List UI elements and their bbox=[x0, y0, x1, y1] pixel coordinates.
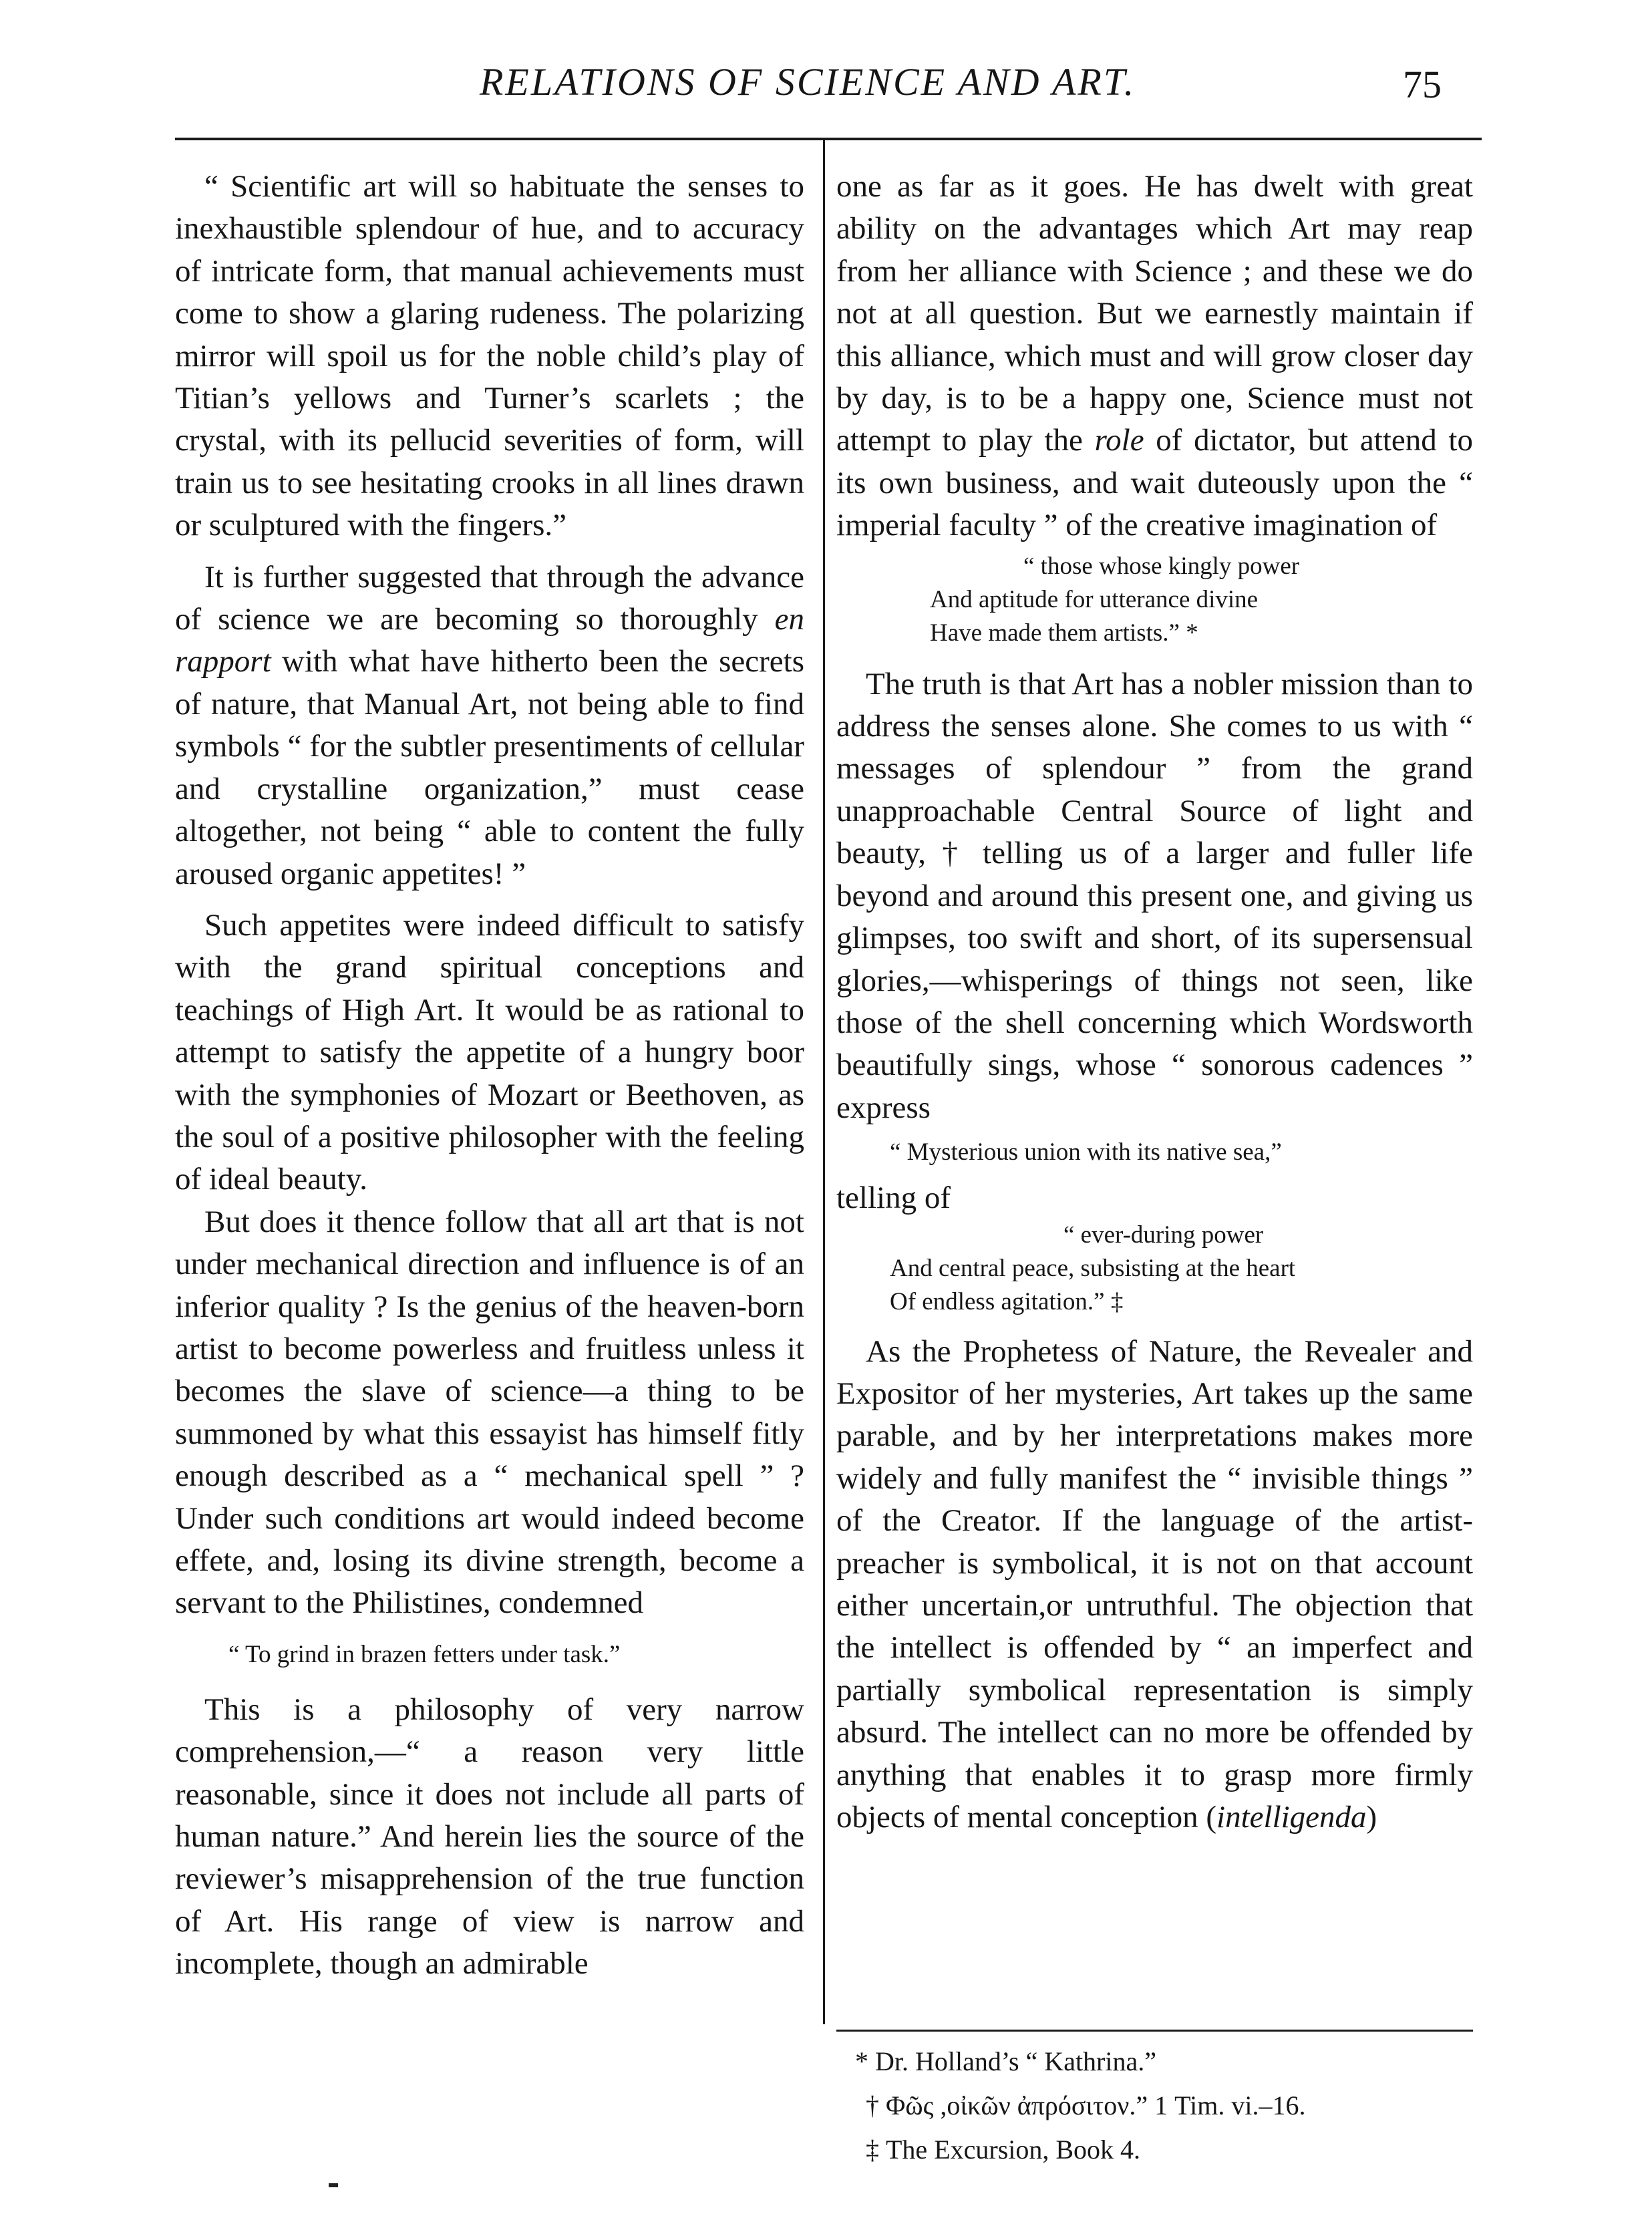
running-head bbox=[0, 59, 1652, 119]
right-column bbox=[836, 166, 1473, 1839]
paragraph: This is a philosophy of very narrow comprehension,—“ a reason very little reasonable, since it does not include all parts of human nature.” And herein lies the source of the reviewer’s misapprehension of the true function of Art. His range of view is narrow and incomplete, though an admirable bbox=[175, 1692, 804, 1981]
text-run: one as far as it goes. He has dwelt with great ability on the advantages which Art may reap from her alliance with Science ; and these we do not at all question. But we earnestly maintain if this alliance, which must and will grow closer day by day, is to be a happy one, Science must not attempt to play the bbox=[836, 169, 1473, 458]
verse-line: “ ever-during power bbox=[1063, 1221, 1264, 1249]
paragraph bbox=[175, 557, 804, 895]
paragraph: telling of bbox=[836, 1180, 951, 1216]
paragraph bbox=[836, 166, 1473, 547]
footnote-text: Dr. Holland’s “ Kathrina.” bbox=[875, 2046, 1156, 2076]
left-column bbox=[175, 166, 804, 1986]
paragraph bbox=[836, 1331, 1473, 1839]
text-run: As the Prophetess of Nature, the Revealer and Expositor of her mysteries, Art takes up the same parable, and by her interpretations makes more widely and fully manifest the “ invisible things ” of the Creator. If the language of the artist-preacher is symbolical, it is not on that account either uncertain,or untruthful. The objection that the intellect is offended by “ an imperfect and partially symbolical representation is simply absurd. The intellect can no more be offended by anything that enables it to grasp more firmly objects of mental conception ( bbox=[836, 1333, 1473, 1835]
footnote bbox=[836, 2128, 1473, 2172]
paragraph: “ Scientific art will so habituate the senses to inexhaustible splendour of hue, and to accuracy of intricate form, that manual achievements must come to show a glaring rudeness. The polarizing mirror will spoil us for the noble child’s play of Titian’s yellows and Turner’s scarlets ; the crystal, with its pellucid severities of form, will train us to see hesitating crooks in all lines drawn or sculptured with the fingers.” bbox=[175, 169, 804, 543]
verse-quote bbox=[175, 1638, 804, 1672]
verse-line: “ To grind in brazen fetters under task.” bbox=[228, 1640, 621, 1668]
verse-quote bbox=[836, 1136, 1473, 1169]
verse-line: “ Mysterious union with its native sea,” bbox=[890, 1138, 1282, 1166]
verse-line: “ those whose kingly power bbox=[1023, 552, 1300, 580]
italic-word: role bbox=[1094, 423, 1144, 458]
footnote-symbol: ‡ bbox=[866, 2134, 879, 2165]
verse-quote bbox=[836, 1219, 1473, 1319]
text-run: It is further suggested that through the advance of science we are becoming so thoroughly bbox=[175, 559, 804, 637]
verse-line: And aptitude for utterance divine bbox=[930, 585, 1259, 613]
text-run: ) bbox=[1366, 1800, 1377, 1835]
column-divider bbox=[823, 139, 825, 2024]
print-mark bbox=[329, 2183, 338, 2187]
footnote bbox=[836, 2040, 1473, 2084]
verse-line: Have made them artists.” * bbox=[930, 619, 1198, 647]
paragraph: The truth is that Art has a nobler mission than to address the senses alone. She comes to us with “ messages of splendour ” from the grand unapproachable Central Source of light and beauty, † telling us of a larger and fuller life beyond and around this present one, and giving us glimpses, too swift and short, of its supersensual glories,—whisperings of things not seen, like those of the shell concerning which Wordsworth beautifully sings, whose “ sonorous cadences ” express bbox=[836, 666, 1473, 1125]
text-run: with what have hitherto been the secrets of nature, that Manual Art, not being able to find symbols “ for the subtler presentiments of cellular and crystalline organization,” must cease altogether, not being “ able to content the fully aroused organic appetites! ” bbox=[175, 644, 804, 891]
italic-phrase: en rapport bbox=[175, 602, 804, 679]
verse-line: And central peace, subsisting at the heart bbox=[890, 1254, 1296, 1282]
paragraph: But does it thence follow that all art that is not under mechanical direction and influence is of an inferior quality ? Is the genius of the heaven-born artist to become powerless and fruitless unless it becomes the slave of science—a thing to be summoned by what this essayist has himself fitly enough described as a “ mechanical spell ” ? Under such conditions art would indeed become effete, and, losing its divine strength, become a servant to the Philistines, condemned bbox=[175, 1204, 804, 1621]
verse-quote bbox=[836, 550, 1473, 650]
text-run: of dictator, but attend to its own business, and wait duteously upon the “ imperial faculty ” of the creative imagination of bbox=[836, 423, 1473, 543]
header-rule bbox=[175, 138, 1482, 140]
paragraph: Such appetites were indeed difficult to satisfy with the grand spiritual conceptions and teachings of High Art. It would be as rational to attempt to satisfy the appetite of a hungry boor with the symphonies of Mozart or Beethoven, as the soul of a positive philosopher with the feeling of ideal beauty. bbox=[175, 907, 804, 1197]
footnote-text: The Excursion, Book 4. bbox=[886, 2134, 1141, 2165]
running-title: RELATIONS OF SCIENCE AND ART. bbox=[480, 60, 1136, 104]
footnote-symbol: * bbox=[855, 2046, 868, 2076]
footnote-symbol: † bbox=[866, 2090, 879, 2120]
footnotes bbox=[836, 2030, 1473, 2172]
footnote-text: Φῶς ,οἰκῶν ἀπρόσιτον.” 1 Tim. vi.–16. bbox=[886, 2090, 1306, 2120]
verse-line: Of endless agitation.” ‡ bbox=[890, 1287, 1124, 1315]
italic-word: intelligenda bbox=[1216, 1800, 1367, 1835]
page-number: 75 bbox=[1403, 63, 1442, 106]
footnote bbox=[836, 2084, 1473, 2128]
